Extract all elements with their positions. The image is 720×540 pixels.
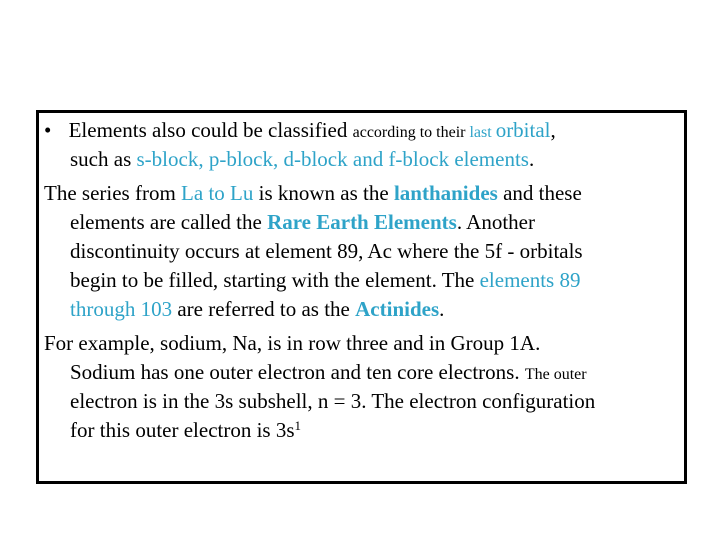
lanthanides-line-3: discontinuity occurs at element 89, Ac where the 5f - orbitals	[70, 239, 583, 263]
bullet-icon: •	[44, 118, 52, 142]
superscript: 1	[294, 418, 302, 433]
lanthanides-line-2: elements are called the Rare Earth Elements. Another	[70, 210, 535, 234]
lanthanides-line-5: through 103 are referred to as the Actinides.	[70, 297, 445, 321]
sodium-line-1: For example, sodium, Na, is in row three and in Group 1A.	[44, 331, 541, 355]
bullet-line-2: such as s-block, p-block, d-block and f-block elements.	[70, 147, 535, 171]
sodium-line-3: electron is in the 3s subshell, n = 3. The electron configuration	[70, 389, 596, 413]
sodium-line-2: Sodium has one outer electron and ten core electrons. The outer	[70, 360, 587, 384]
lanthanides-line-4: begin to be filled, starting with the element. The elements 89	[70, 268, 581, 292]
bullet-line-1: • Elements also could be classified according to their last orbital,	[44, 118, 556, 142]
sodium-line-4: for this outer electron is $3s^1$	[70, 418, 302, 442]
lanthanides-line-1: The series from La to Lu is known as the lanthanides and these	[44, 181, 582, 205]
